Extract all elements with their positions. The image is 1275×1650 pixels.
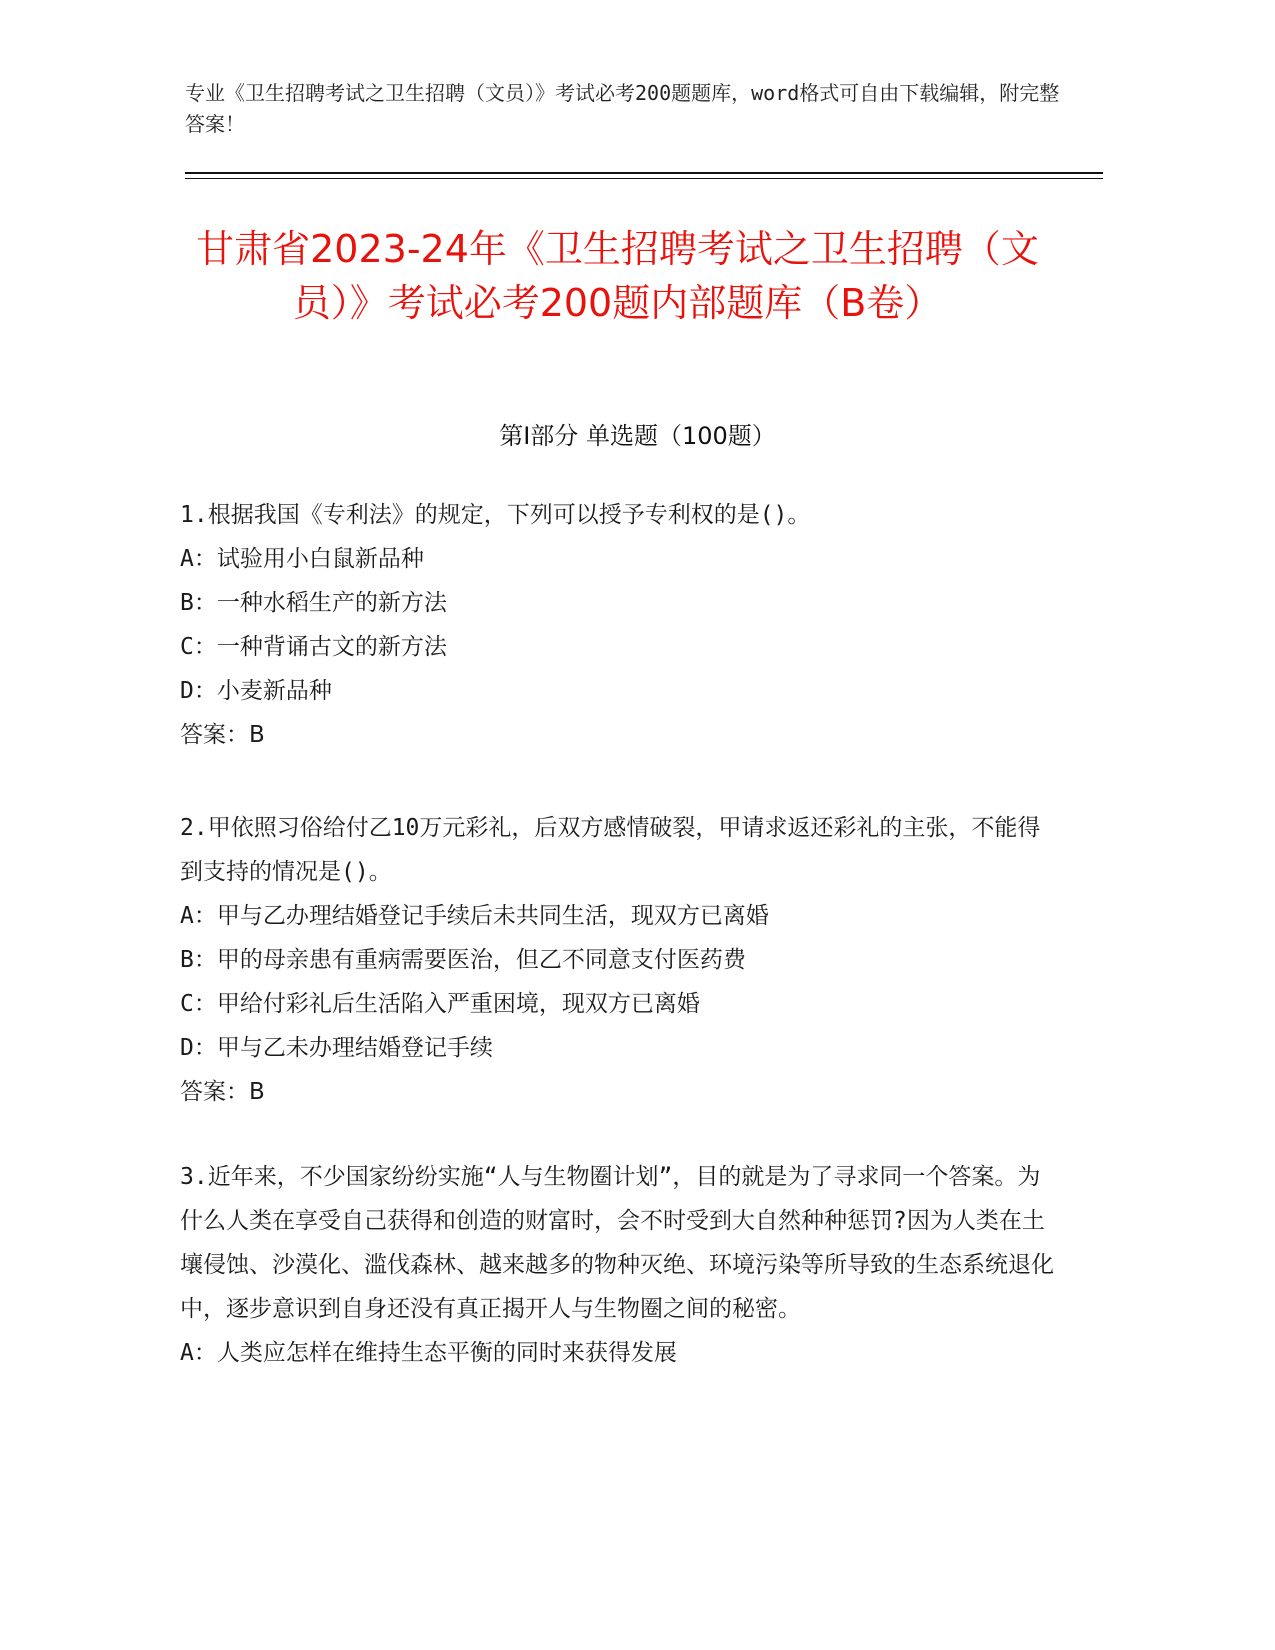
header-note: 专业《卫生招聘考试之卫生招聘（文员）》考试必考200题题库，word格式可自由下载编辑，附完整答案！ bbox=[185, 81, 1060, 136]
question-3 bbox=[180, 1155, 1060, 1375]
question-stem: 3.近年来，不少国家纷纷实施“人与生物圈计划”，目的就是为了寻求同一个答案。为什么人类在享受自己获得和创造的财富时，会不时受到大自然种种惩罚?因为人类在土壤侵蚀、沙漠化、滥伐森林、越来越多的物种灭绝、环境污染等所导致的生态系统退化中，逐步意识到自身还没有真正揭开人与生物圈之间的秘密。 bbox=[180, 1164, 1054, 1322]
option-a: A：人类应怎样在维持生态平衡的同时来获得发展 bbox=[180, 1340, 677, 1366]
option-a: A：甲与乙办理结婚登记手续后未共同生活，现双方已离婚 bbox=[180, 903, 769, 929]
header-divider-thin bbox=[185, 178, 1103, 179]
option-b: B：一种水稻生产的新方法 bbox=[180, 590, 447, 616]
question-stem: 1.根据我国《专利法》的规定，下列可以授予专利权的是()。 bbox=[180, 502, 811, 528]
option-a: A：试验用小白鼠新品种 bbox=[180, 546, 424, 572]
option-c: C：甲给付彩礼后生活陷入严重困境，现双方已离婚 bbox=[180, 991, 700, 1017]
option-d: D：小麦新品种 bbox=[180, 678, 332, 704]
header-divider-thick bbox=[185, 172, 1103, 174]
document-title: 甘肃省2023-24年《卫生招聘考试之卫生招聘（文员）》考试必考200题内部题库（B卷） bbox=[196, 227, 1039, 325]
option-b: B：甲的母亲患有重病需要医治，但乙不同意支付医药费 bbox=[180, 947, 746, 973]
section-heading: 第Ⅰ部分 单选题（100题） bbox=[499, 422, 776, 450]
answer-line: 答案：B bbox=[180, 722, 265, 748]
answer-line: 答案：B bbox=[180, 1079, 265, 1105]
question-1 bbox=[180, 493, 1060, 757]
option-c: C：一种背诵古文的新方法 bbox=[180, 634, 447, 660]
option-d: D：甲与乙未办理结婚登记手续 bbox=[180, 1035, 493, 1061]
question-2 bbox=[180, 806, 1060, 1114]
question-stem: 2.甲依照习俗给付乙10万元彩礼，后双方感情破裂，甲请求返还彩礼的主张，不能得到支持的情况是()。 bbox=[180, 815, 1041, 885]
